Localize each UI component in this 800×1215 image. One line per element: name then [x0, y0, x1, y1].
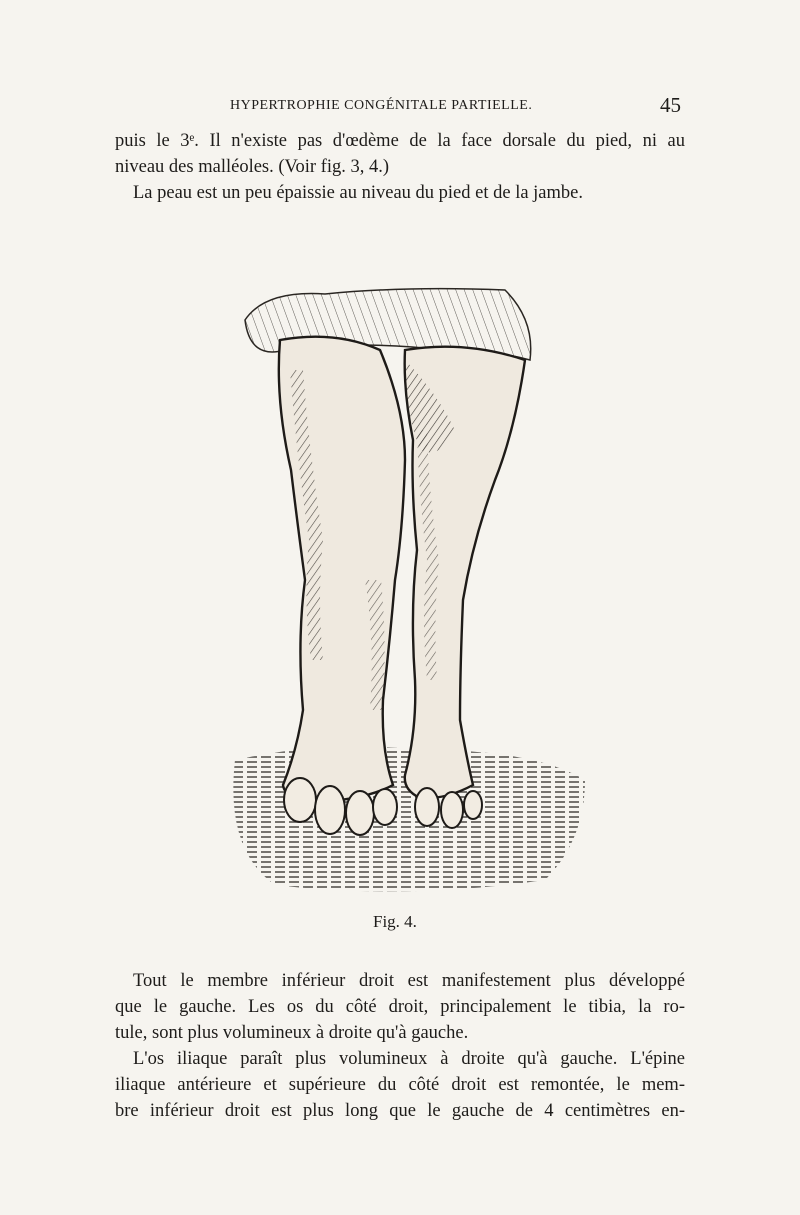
- page-number: 45: [660, 93, 681, 117]
- text-line: iliaque antérieure et supérieure du côté droit est remontée, le mem-: [115, 1075, 685, 1095]
- text-line: L'os iliaque paraît plus volumineux à droite qu'à gauche. L'épine: [133, 1049, 685, 1069]
- text-line: que le gauche. Les os du côté droit, principalement le tibia, la ro-: [115, 997, 685, 1017]
- running-title: HYPERTROPHIE CONGÉNITALE PARTIELLE.: [230, 98, 533, 113]
- text-line: puis le 3ᵉ. Il n'existe pas d'œdème de la face dorsale du pied, ni au: [115, 131, 685, 151]
- text-line: tule, sont plus volumineux à droite qu'à gauche.: [115, 1023, 469, 1043]
- text-line: Tout le membre inférieur droit est manifestement plus développé: [133, 971, 685, 991]
- legs-engraving-illustration: [205, 280, 605, 900]
- top-paragraph: [115, 128, 685, 206]
- running-head: [115, 93, 685, 120]
- text-line: niveau des malléoles. (Voir fig. 3, 4.): [115, 157, 390, 177]
- bottom-paragraph: [115, 968, 685, 1124]
- figure-caption: Fig. 4.: [373, 912, 417, 931]
- text-line: bre inférieur droit est plus long que le gauche de 4 centimètres en-: [115, 1101, 685, 1121]
- text-line: La peau est un peu épaissie au niveau du pied et de la jambe.: [133, 183, 583, 203]
